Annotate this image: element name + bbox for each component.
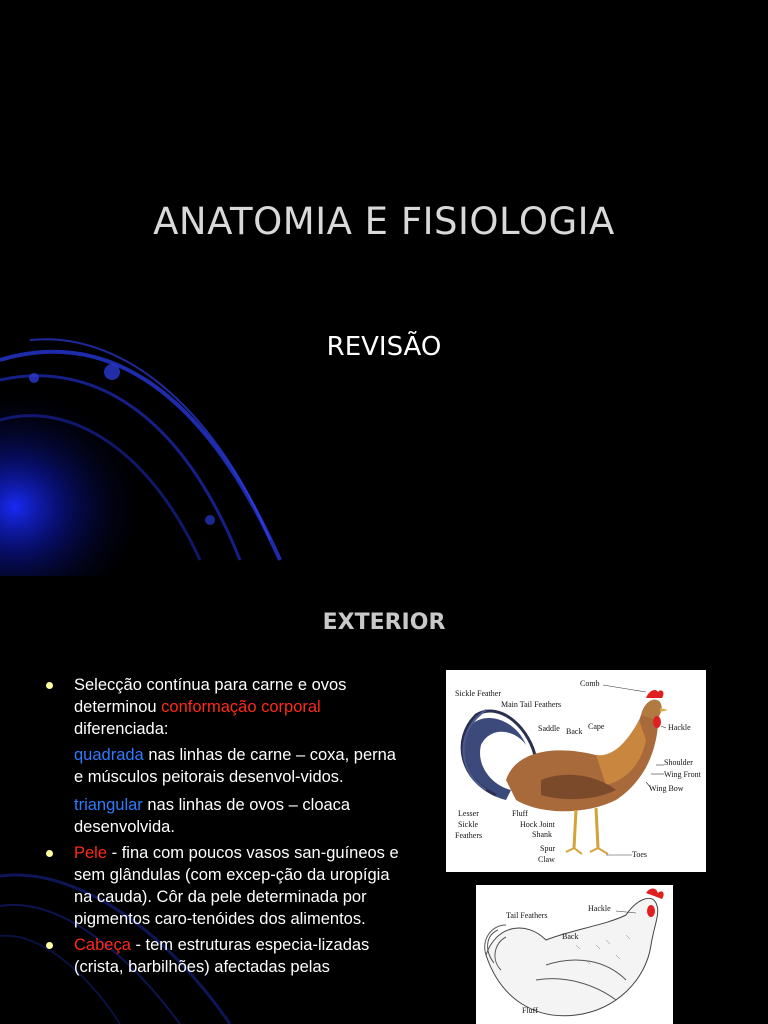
highlight-term: quadrada bbox=[74, 746, 144, 764]
label-toes: Toes bbox=[632, 850, 647, 859]
presentation-subtitle: REVISÃO bbox=[326, 332, 442, 362]
label-tail-feathers: Tail Feathers bbox=[506, 911, 548, 920]
label-main-tail-feathers: Main Tail Feathers bbox=[501, 700, 562, 709]
label-saddle: Saddle bbox=[538, 724, 560, 733]
hen-illustration bbox=[476, 885, 673, 1024]
highlight-term: conformação corporal bbox=[161, 698, 321, 716]
bullet-cabeca bbox=[44, 934, 404, 978]
label-wing-front: Wing Front bbox=[664, 770, 701, 779]
bullet-conformation bbox=[44, 674, 404, 838]
label-shank: Shank bbox=[532, 830, 552, 839]
bullet-text: - tem estruturas especia-lizadas (crista, barbilhões) afectadas pelas bbox=[74, 936, 370, 976]
label-comb: Comb bbox=[580, 679, 600, 688]
highlight-term: Pele bbox=[74, 844, 108, 862]
label-feathers: Feathers bbox=[455, 831, 483, 840]
presentation-title: ANATOMIA E FISIOLOGIA bbox=[153, 200, 615, 243]
sub-item-quadrada bbox=[74, 744, 404, 788]
highlight-term: Cabeça bbox=[74, 936, 131, 954]
rooster-illustration bbox=[446, 670, 706, 872]
slide-title: EXTERIOR bbox=[322, 610, 446, 635]
label-lesser: Lesser bbox=[458, 809, 479, 818]
label-wing-bow: Wing Bow bbox=[649, 784, 684, 793]
label-spur: Spur bbox=[540, 844, 556, 853]
label-hackle: Hackle bbox=[668, 723, 691, 732]
label-hock-joint: Hock Joint bbox=[520, 820, 555, 829]
label-fluff: Fluff bbox=[512, 809, 528, 818]
label-shoulder: Shoulder bbox=[664, 758, 693, 767]
label-fluff: Fluff bbox=[522, 1006, 538, 1015]
bullet-icon bbox=[46, 942, 53, 949]
bullet-icon bbox=[46, 850, 53, 857]
rooster-anatomy-image bbox=[446, 670, 706, 872]
hen-anatomy-image bbox=[476, 885, 673, 1024]
label-sickle: Sickle bbox=[458, 820, 478, 829]
label-claw: Claw bbox=[538, 855, 555, 864]
exterior-slide bbox=[0, 576, 768, 1024]
sub-item-triangular bbox=[74, 794, 404, 838]
highlight-term: triangular bbox=[74, 796, 143, 814]
label-sickle-feather: Sickle Feather bbox=[455, 689, 501, 698]
bullet-text: - fina com poucos vasos san-guíneos e sem glândulas (com excep-ção da uropígia na cauda). Côr da pele determinada por pigmentos caro-tenóides dos alimentos. bbox=[74, 844, 399, 928]
label-hackle: Hackle bbox=[588, 904, 611, 913]
bullet-icon bbox=[46, 682, 53, 689]
bullet-list bbox=[44, 674, 404, 982]
bullet-text: Selecção contínua para carne e ovos determinou bbox=[74, 676, 347, 716]
label-cape: Cape bbox=[588, 722, 605, 731]
bullet-text: diferenciada: bbox=[74, 720, 169, 738]
label-back: Back bbox=[566, 727, 583, 736]
label-back: Back bbox=[562, 932, 579, 941]
sub-item-text: nas linhas de carne – coxa, perna e músculos peitorais desenvol-vidos. bbox=[74, 746, 396, 786]
sub-item-text: nas linhas de ovos – cloaca desenvolvida. bbox=[74, 796, 351, 836]
bullet-pele bbox=[44, 842, 404, 930]
